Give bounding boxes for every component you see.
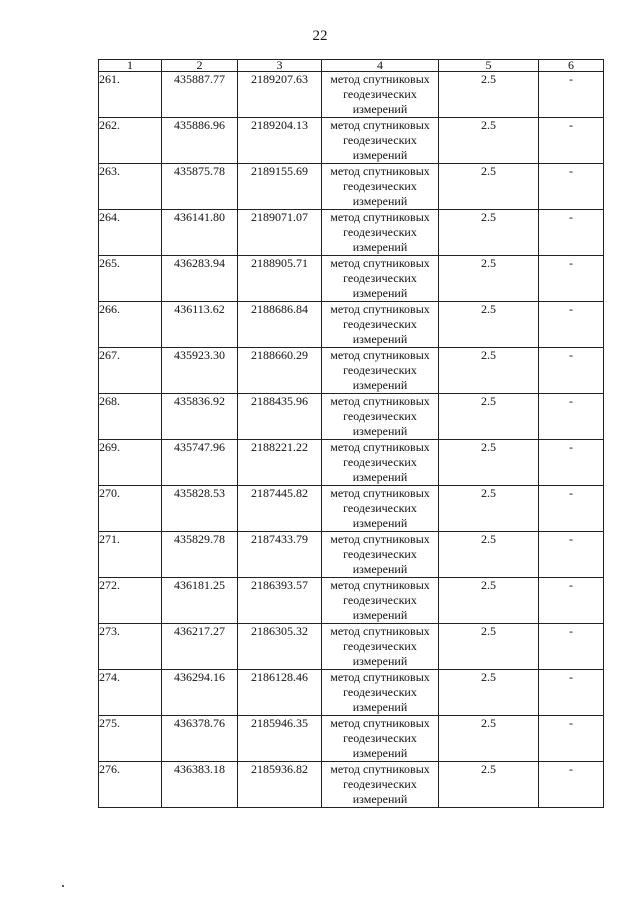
table-row	[99, 210, 604, 256]
table-row	[99, 256, 604, 302]
x-coordinate-cell: 436383.18	[162, 762, 238, 808]
y-coordinate-cell: 2189207.63	[238, 72, 322, 118]
note-cell: -	[539, 256, 604, 302]
table-row	[99, 394, 604, 440]
y-coordinate-cell: 2188221.22	[238, 440, 322, 486]
y-coordinate-cell: 2187433.79	[238, 532, 322, 578]
point-number-cell: 273.	[99, 624, 162, 670]
method-cell: метод спутниковых геодезических измерений	[322, 210, 439, 256]
scan-speck	[62, 885, 64, 887]
table-row	[99, 716, 604, 762]
point-number-cell: 264.	[99, 210, 162, 256]
accuracy-cell: 2.5	[439, 716, 539, 762]
note-cell: -	[539, 118, 604, 164]
x-coordinate-cell: 435923.30	[162, 348, 238, 394]
method-cell: метод спутниковых геодезических измерений	[322, 348, 439, 394]
accuracy-cell: 2.5	[439, 394, 539, 440]
note-cell: -	[539, 348, 604, 394]
table-row	[99, 578, 604, 624]
point-number-cell: 274.	[99, 670, 162, 716]
note-cell: -	[539, 578, 604, 624]
x-coordinate-cell: 435836.92	[162, 394, 238, 440]
method-cell: метод спутниковых геодезических измерений	[322, 486, 439, 532]
accuracy-cell: 2.5	[439, 578, 539, 624]
note-cell: -	[539, 440, 604, 486]
y-coordinate-cell: 2187445.82	[238, 486, 322, 532]
note-cell: -	[539, 532, 604, 578]
column-header-4: 4	[322, 60, 439, 72]
column-header-3: 3	[238, 60, 322, 72]
method-cell: метод спутниковых геодезических измерений	[322, 716, 439, 762]
table-row	[99, 302, 604, 348]
accuracy-cell: 2.5	[439, 532, 539, 578]
x-coordinate-cell: 436181.25	[162, 578, 238, 624]
method-cell: метод спутниковых геодезических измерений	[322, 256, 439, 302]
note-cell: -	[539, 624, 604, 670]
method-cell: метод спутниковых геодезических измерений	[322, 440, 439, 486]
accuracy-cell: 2.5	[439, 762, 539, 808]
method-cell: метод спутниковых геодезических измерений	[322, 164, 439, 210]
x-coordinate-cell: 436378.76	[162, 716, 238, 762]
point-number-cell: 262.	[99, 118, 162, 164]
note-cell: -	[539, 762, 604, 808]
note-cell: -	[539, 72, 604, 118]
point-number-cell: 269.	[99, 440, 162, 486]
table-row	[99, 624, 604, 670]
accuracy-cell: 2.5	[439, 486, 539, 532]
y-coordinate-cell: 2185946.35	[238, 716, 322, 762]
method-cell: метод спутниковых геодезических измерений	[322, 670, 439, 716]
note-cell: -	[539, 486, 604, 532]
note-cell: -	[539, 394, 604, 440]
page-number: 22	[312, 28, 328, 44]
accuracy-cell: 2.5	[439, 670, 539, 716]
table-row	[99, 670, 604, 716]
point-number-cell: 267.	[99, 348, 162, 394]
accuracy-cell: 2.5	[439, 256, 539, 302]
x-coordinate-cell: 436294.16	[162, 670, 238, 716]
y-coordinate-cell: 2189204.13	[238, 118, 322, 164]
x-coordinate-cell: 435875.78	[162, 164, 238, 210]
accuracy-cell: 2.5	[439, 348, 539, 394]
method-cell: метод спутниковых геодезических измерений	[322, 762, 439, 808]
method-cell: метод спутниковых геодезических измерений	[322, 532, 439, 578]
accuracy-cell: 2.5	[439, 624, 539, 670]
point-number-cell: 272.	[99, 578, 162, 624]
y-coordinate-cell: 2189071.07	[238, 210, 322, 256]
accuracy-cell: 2.5	[439, 302, 539, 348]
y-coordinate-cell: 2188905.71	[238, 256, 322, 302]
accuracy-cell: 2.5	[439, 164, 539, 210]
note-cell: -	[539, 302, 604, 348]
accuracy-cell: 2.5	[439, 440, 539, 486]
table-row	[99, 486, 604, 532]
y-coordinate-cell: 2189155.69	[238, 164, 322, 210]
y-coordinate-cell: 2186305.32	[238, 624, 322, 670]
accuracy-cell: 2.5	[439, 210, 539, 256]
y-coordinate-cell: 2185936.82	[238, 762, 322, 808]
table-header-row	[99, 60, 604, 72]
y-coordinate-cell: 2188435.96	[238, 394, 322, 440]
x-coordinate-cell: 435747.96	[162, 440, 238, 486]
method-cell: метод спутниковых геодезических измерений	[322, 302, 439, 348]
note-cell: -	[539, 164, 604, 210]
coordinates-table	[98, 59, 604, 808]
method-cell: метод спутниковых геодезических измерений	[322, 624, 439, 670]
table-row	[99, 762, 604, 808]
method-cell: метод спутниковых геодезических измерений	[322, 578, 439, 624]
x-coordinate-cell: 436141.80	[162, 210, 238, 256]
y-coordinate-cell: 2186393.57	[238, 578, 322, 624]
table-row	[99, 348, 604, 394]
x-coordinate-cell: 436283.94	[162, 256, 238, 302]
table-row	[99, 532, 604, 578]
point-number-cell: 266.	[99, 302, 162, 348]
point-number-cell: 261.	[99, 72, 162, 118]
point-number-cell: 268.	[99, 394, 162, 440]
x-coordinate-cell: 436217.27	[162, 624, 238, 670]
point-number-cell: 271.	[99, 532, 162, 578]
column-header-5: 5	[439, 60, 539, 72]
y-coordinate-cell: 2188686.84	[238, 302, 322, 348]
accuracy-cell: 2.5	[439, 118, 539, 164]
method-cell: метод спутниковых геодезических измерений	[322, 118, 439, 164]
x-coordinate-cell: 435887.77	[162, 72, 238, 118]
method-cell: метод спутниковых геодезических измерений	[322, 72, 439, 118]
column-header-6: 6	[539, 60, 604, 72]
note-cell: -	[539, 670, 604, 716]
y-coordinate-cell: 2186128.46	[238, 670, 322, 716]
table-row	[99, 72, 604, 118]
point-number-cell: 265.	[99, 256, 162, 302]
table-row	[99, 440, 604, 486]
table-row	[99, 118, 604, 164]
x-coordinate-cell: 435828.53	[162, 486, 238, 532]
point-number-cell: 270.	[99, 486, 162, 532]
x-coordinate-cell: 435829.78	[162, 532, 238, 578]
table-row	[99, 164, 604, 210]
point-number-cell: 263.	[99, 164, 162, 210]
x-coordinate-cell: 435886.96	[162, 118, 238, 164]
point-number-cell: 275.	[99, 716, 162, 762]
x-coordinate-cell: 436113.62	[162, 302, 238, 348]
note-cell: -	[539, 716, 604, 762]
accuracy-cell: 2.5	[439, 72, 539, 118]
note-cell: -	[539, 210, 604, 256]
column-header-1: 1	[99, 60, 162, 72]
column-header-2: 2	[162, 60, 238, 72]
y-coordinate-cell: 2188660.29	[238, 348, 322, 394]
point-number-cell: 276.	[99, 762, 162, 808]
method-cell: метод спутниковых геодезических измерений	[322, 394, 439, 440]
